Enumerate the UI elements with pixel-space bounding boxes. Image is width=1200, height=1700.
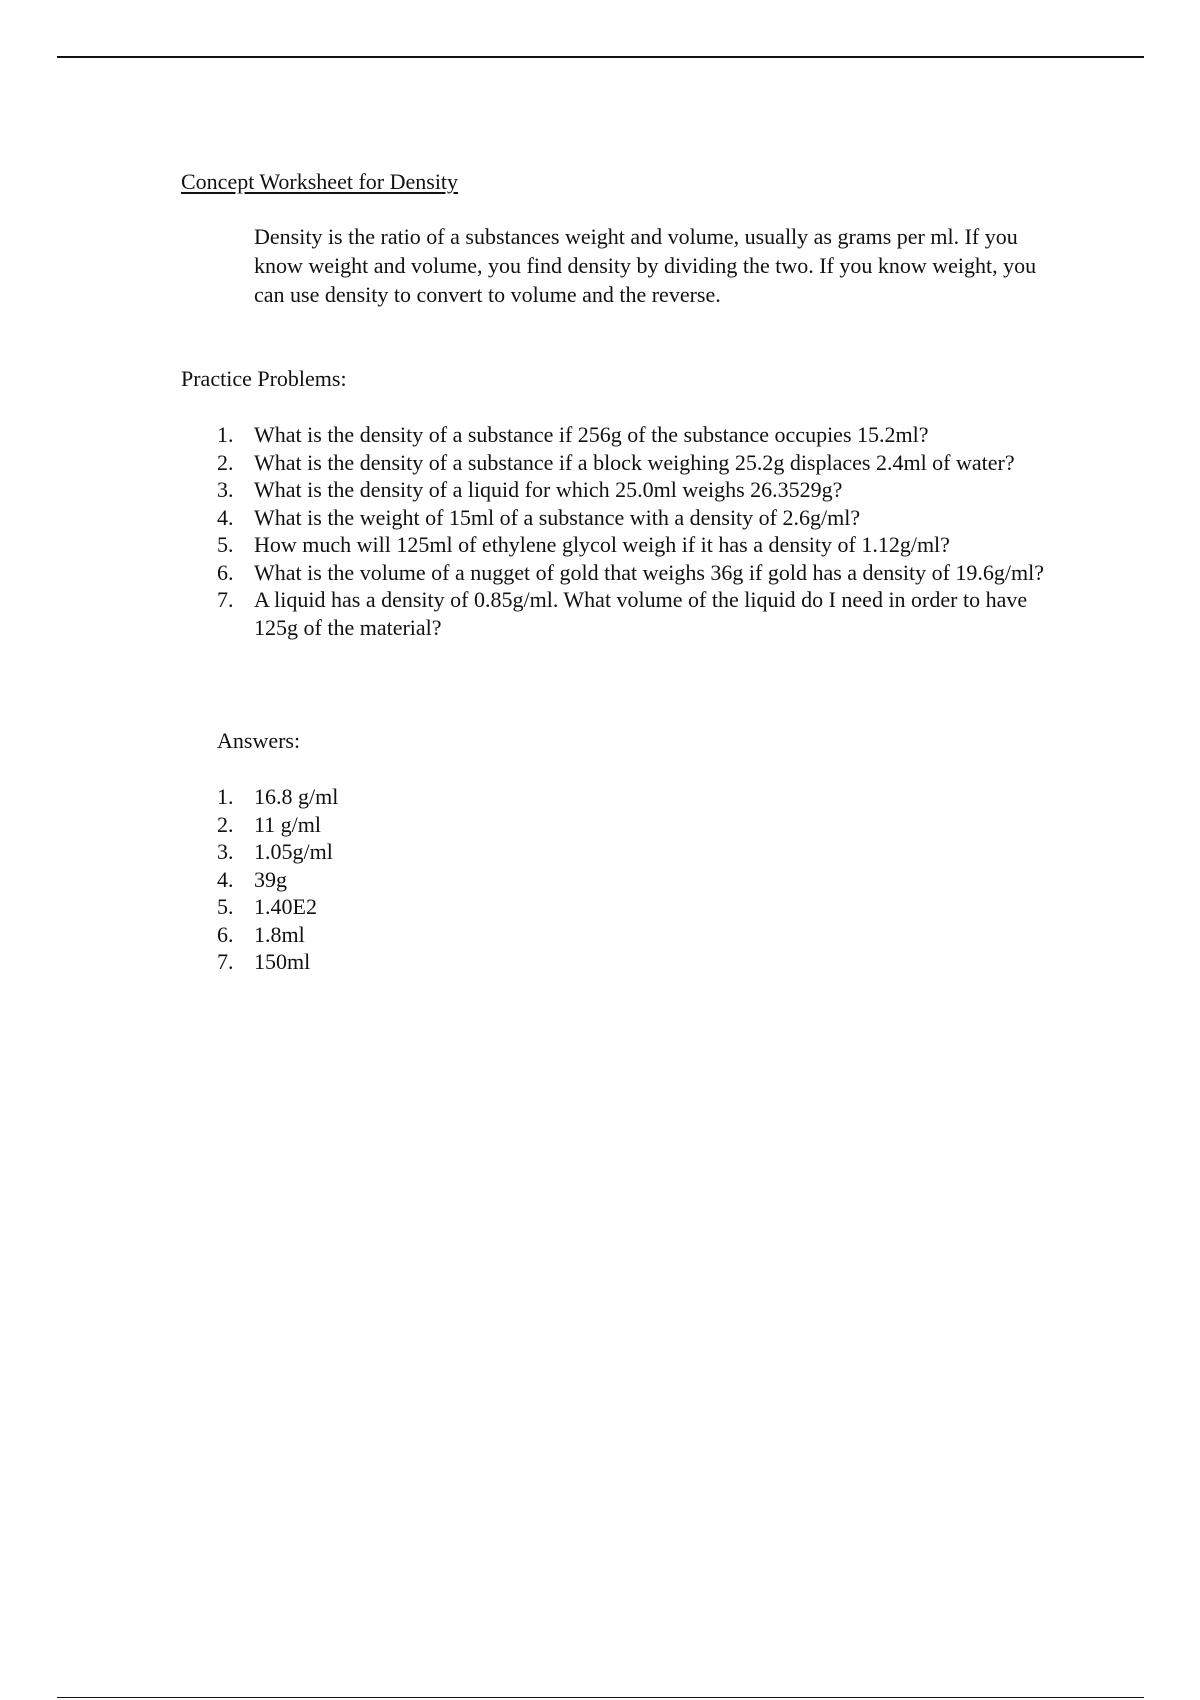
answer-item [217,893,617,921]
practice-problems-list [217,421,1057,641]
problem-item [217,476,1057,504]
answer-number: 2. [217,811,234,837]
problem-item [217,421,1057,449]
problem-text: What is the density of a substance if a block weighing 25.2g displaces 2.4ml of water? [254,449,1015,475]
practice-problems-heading: Practice Problems: [181,366,347,391]
answer-item [217,921,617,949]
answer-text: 39g [254,866,287,892]
answer-item [217,948,617,976]
problem-number: 5. [217,532,234,557]
problem-text: What is the volume of a nugget of gold that weighs 36g if gold has a density of 19.6g/ml? [254,559,1045,585]
problem-text: What is the density of a liquid for which 25.0ml weighs 26.3529g? [254,477,843,502]
answer-item [217,838,617,866]
answer-number: 6. [217,921,234,947]
footer-rule [57,1697,1144,1698]
header-rule [57,56,1144,58]
problem-item [217,559,1057,587]
answer-item [217,866,617,894]
problem-text: What is the density of a substance if 256g of the substance occupies 15.2ml? [254,422,929,447]
problem-number: 2. [217,449,234,475]
problem-text: How much will 125ml of ethylene glycol weigh if it has a density of 1.12g/ml? [254,532,950,557]
answer-number: 3. [217,839,234,864]
worksheet-title: Concept Worksheet for Density [181,169,459,194]
answer-text: 150ml [254,949,311,974]
answer-text: 11 g/ml [254,811,322,837]
problem-text: A liquid has a density of 0.85g/ml. What volume of the liquid do I need in order to have 125g of the material? [254,587,1028,640]
problem-item [217,504,1057,532]
answer-number: 4. [217,866,234,892]
answers-heading: Answers: [217,728,301,753]
answer-text: 1.8ml [254,921,305,947]
problem-number: 6. [217,559,234,585]
problem-number: 1. [217,422,234,447]
answer-number: 1. [217,784,234,809]
problem-item [217,449,1057,477]
answer-number: 5. [217,894,234,919]
problem-text: What is the weight of 15ml of a substance with a density of 2.6g/ml? [254,504,861,530]
problem-item [217,531,1057,559]
answer-text: 1.05g/ml [254,839,333,864]
problem-number: 4. [217,504,234,530]
answers-list [217,783,617,976]
answer-item [217,811,617,839]
answer-text: 16.8 g/ml [254,784,339,809]
intro-paragraph: Density is the ratio of a substances weight and volume, usually as grams per ml. If you know weight and volume, you find density by dividing the two. If you know weight, you can use density to convert to volume and the reverse. [254,224,1037,307]
answer-text: 1.40E2 [254,894,317,919]
problem-number: 3. [217,477,234,502]
answer-item [217,783,617,811]
problem-item [217,586,1057,641]
problem-number: 7. [217,587,234,612]
answer-number: 7. [217,949,234,974]
